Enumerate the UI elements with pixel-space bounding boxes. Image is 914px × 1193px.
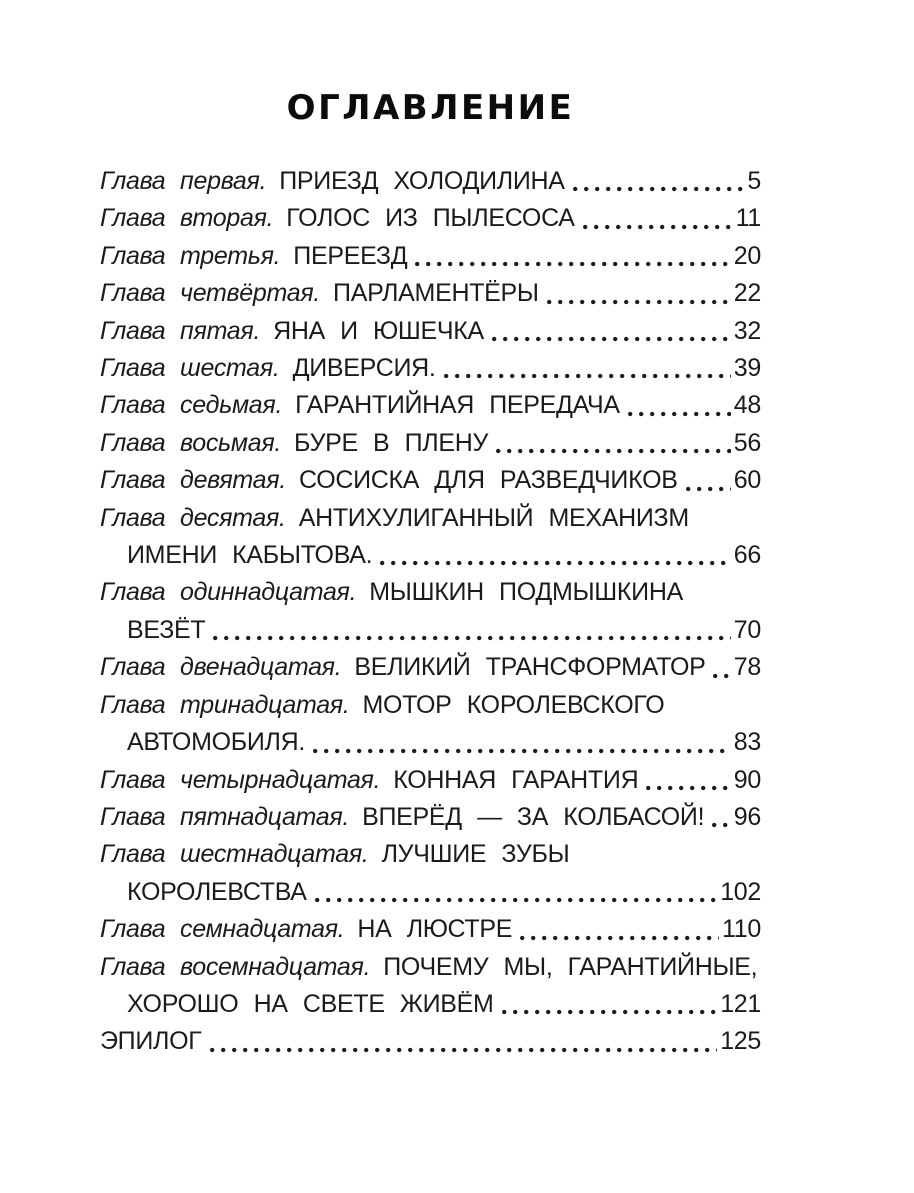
dot-leader: [502, 1008, 718, 1016]
chapter-title: ДИВЕРСИЯ.: [292, 354, 436, 383]
toc-list: [100, 163, 761, 1061]
toc-entry: [100, 200, 761, 237]
chapter-title: ВПЕРЁД — ЗА КОЛБАСОЙ!: [362, 802, 705, 831]
toc-entry-line: [100, 425, 761, 462]
page-number: 125: [720, 1027, 761, 1056]
chapter-title-continuation: ХОРОШО НА СВЕТЕ ЖИВЁМ: [127, 989, 494, 1018]
toc-entry-line: [100, 687, 761, 724]
page-number: 48: [733, 391, 761, 420]
chapter-title: ЭПИЛОГ: [100, 1027, 202, 1056]
toc-entry: [100, 313, 761, 350]
chapter-title: ЯНА И ЮШЕЧКА: [273, 316, 484, 345]
chapter-label: Глава восьмая.: [100, 428, 282, 457]
chapter-title: ПОЧЕМУ МЫ, ГАРАНТИЙНЫЕ,: [383, 952, 758, 981]
dot-leader: [646, 784, 730, 792]
page-number: 5: [747, 167, 761, 195]
toc-entry: [100, 425, 761, 462]
chapter-title: НА ЛЮСТРЕ: [357, 915, 513, 944]
page-number: 11: [735, 204, 761, 233]
toc-entry: [100, 163, 761, 200]
toc-entry-line: [100, 762, 761, 799]
chapter-title: МОТОР КОРОЛЕВСКОГО: [362, 690, 665, 719]
toc-entry: [100, 762, 761, 799]
chapter-title: ГОЛОС ИЗ ПЫЛЕСОСА: [286, 204, 575, 233]
page-number: 56: [733, 428, 761, 457]
chapter-title: КОННАЯ ГАРАНТИЯ: [393, 765, 639, 794]
chapter-title: АНТИХУЛИГАННЫЙ МЕХАНИЗМ: [298, 503, 689, 532]
dot-leader: [713, 672, 730, 680]
toc-entry-line: [100, 350, 761, 387]
chapter-label: Глава вторая.: [100, 204, 274, 233]
chapter-label: Глава четвёртая.: [100, 279, 321, 308]
chapter-title: ПЕРЕЕЗД: [293, 241, 408, 270]
page-number: 90: [733, 765, 761, 794]
toc-entry-line: [100, 949, 761, 986]
toc-entry-line: [100, 275, 761, 312]
chapter-title-continuation: АВТОМОБИЛЯ.: [127, 728, 306, 757]
chapter-label: Глава четырнадцатая.: [100, 765, 381, 794]
chapter-title-continuation: ВЕЗЁТ: [127, 615, 206, 644]
toc-entry: [100, 275, 761, 312]
dot-leader: [380, 559, 731, 567]
toc-entry-continuation-line: [100, 874, 761, 911]
toc-entry: [100, 836, 761, 911]
chapter-label: Глава семнадцатая.: [100, 915, 345, 944]
toc-entry-line: [100, 238, 761, 275]
chapter-label: Глава тринадцатая.: [100, 690, 350, 719]
chapter-title: ПАРЛАМЕНТЁРЫ: [333, 279, 539, 308]
page-number: 121: [720, 989, 761, 1018]
page-number: 39: [733, 354, 761, 383]
chapter-label: Глава первая.: [100, 167, 267, 195]
chapter-title: БУРЕ В ПЛЕНУ: [294, 428, 489, 457]
toc-entry-line: [100, 799, 761, 836]
chapter-label: Глава двенадцатая.: [100, 653, 342, 682]
toc-entry-line: [100, 911, 761, 948]
toc-entry-continuation-line: [100, 986, 761, 1023]
chapter-title: ЛУЧШИЕ ЗУБЫ: [381, 840, 570, 869]
dot-leader: [415, 260, 730, 268]
chapter-label: Глава десятая.: [100, 503, 286, 532]
toc-entry: [100, 574, 761, 649]
dot-leader: [444, 372, 731, 380]
page-number: 110: [722, 915, 761, 944]
dot-leader: [547, 298, 731, 306]
chapter-label: Глава третья.: [100, 241, 281, 270]
toc-entry: [100, 350, 761, 387]
toc-entry-line: [100, 462, 761, 499]
page-number: 102: [720, 877, 761, 906]
chapter-title-continuation: КОРОЛЕВСТВА: [127, 877, 307, 906]
toc-entry: [100, 949, 761, 1024]
page-title: ОГЛАВЛЕНИЕ: [286, 88, 575, 128]
chapter-label: Глава пятая.: [100, 316, 261, 345]
toc-entry-line: [100, 313, 761, 350]
toc-entry: [100, 1023, 761, 1060]
dot-leader: [313, 747, 731, 755]
toc-entry: [100, 687, 761, 762]
toc-entry-line: [100, 574, 761, 611]
chapter-label: Глава шестнадцатая.: [100, 840, 369, 869]
chapter-title: ПРИЕЗД ХОЛОДИЛИНА: [279, 167, 565, 195]
chapter-title: ГАРАНТИЙНАЯ ПЕРЕДАЧА: [295, 391, 620, 420]
toc-entry: [100, 387, 761, 424]
toc-entry: [100, 238, 761, 275]
dot-leader: [573, 185, 745, 193]
page-number: 78: [733, 653, 761, 682]
toc-entry-line: [100, 500, 761, 537]
toc-entry-line: [100, 387, 761, 424]
chapter-title: ВЕЛИКИЙ ТРАНСФОРМАТОР: [354, 653, 706, 682]
dot-leader: [213, 634, 730, 642]
chapter-title-continuation: ИМЕНИ КАБЫТОВА.: [127, 541, 373, 570]
toc-entry-line: [100, 1023, 761, 1060]
page-number: 22: [733, 279, 761, 308]
toc-entry-line: [100, 200, 761, 237]
chapter-label: Глава одиннадцатая.: [100, 578, 357, 607]
page-number: 96: [733, 802, 761, 831]
page-number: 60: [733, 466, 761, 495]
page-number: 20: [733, 241, 761, 270]
chapter-title: МЫШКИН ПОДМЫШКИНА: [369, 578, 683, 607]
dot-leader: [496, 447, 731, 455]
page-number: 66: [733, 541, 761, 570]
chapter-label: Глава девятая.: [100, 466, 286, 495]
dot-leader: [686, 485, 731, 493]
dot-leader: [583, 223, 733, 231]
chapter-label: Глава пятнадцатая.: [100, 802, 350, 831]
toc-entry: [100, 500, 761, 575]
toc-entry: [100, 799, 761, 836]
page-number: 70: [733, 615, 761, 644]
toc-entry-continuation-line: [100, 724, 761, 761]
chapter-label: Глава восемнадцатая.: [100, 952, 371, 981]
toc-entry: [100, 911, 761, 948]
page-number: 83: [733, 728, 761, 757]
dot-leader: [520, 934, 719, 942]
dot-leader: [712, 821, 731, 829]
dot-leader: [315, 896, 718, 904]
toc-entry-line: [100, 163, 761, 200]
chapter-label: Глава седьмая.: [100, 391, 283, 420]
page-number: 32: [733, 316, 761, 345]
chapter-label: Глава шестая.: [100, 354, 280, 383]
toc-entry-line: [100, 649, 761, 686]
toc-entry: [100, 462, 761, 499]
dot-leader: [210, 1046, 718, 1054]
toc-entry: [100, 649, 761, 686]
chapter-title: СОСИСКА ДЛЯ РАЗВЕДЧИКОВ: [298, 466, 678, 495]
dot-leader: [492, 335, 731, 343]
dot-leader: [628, 410, 731, 418]
toc-entry-continuation-line: [100, 537, 761, 574]
toc-entry-continuation-line: [100, 612, 761, 649]
toc-entry-line: [100, 836, 761, 873]
